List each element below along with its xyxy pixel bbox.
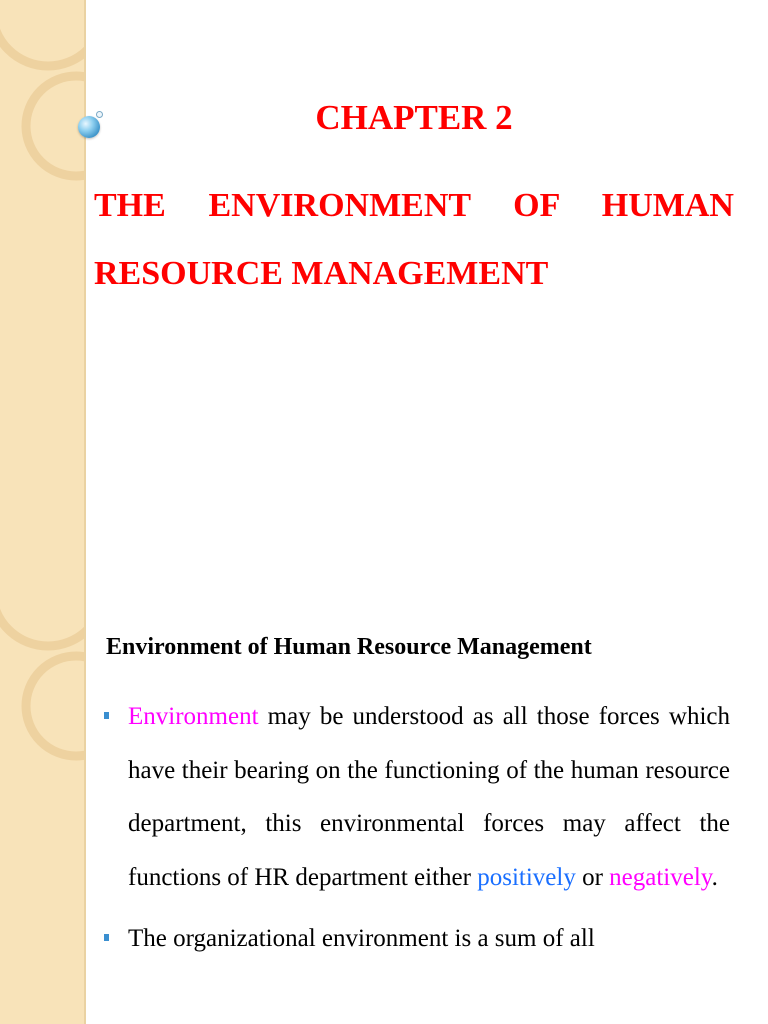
keyword-environment: Environment bbox=[128, 703, 259, 730]
chapter-heading: CHAPTER 2 bbox=[315, 98, 513, 137]
keyword-positively: positively bbox=[477, 863, 576, 891]
sidebar-circles-decoration bbox=[0, 580, 84, 1024]
section-heading: Environment of Human Resource Management bbox=[106, 634, 592, 660]
slide-2 bbox=[0, 580, 768, 1024]
chapter-title bbox=[94, 172, 734, 308]
bullet-text: The organizational environment is a sum of all bbox=[128, 925, 595, 952]
bullet-square-icon bbox=[104, 934, 109, 941]
keyword-negatively: negatively bbox=[609, 863, 712, 891]
bullet-square-icon bbox=[104, 712, 109, 719]
decorative-sidebar bbox=[0, 580, 86, 1024]
chapter-title-line-1: THE ENVIRONMENT OF HUMAN bbox=[94, 187, 734, 224]
decorative-sidebar bbox=[0, 0, 86, 580]
chapter-title-line-2: RESOURCE MANAGEMENT bbox=[94, 255, 549, 292]
bullet-text-end: . bbox=[711, 863, 718, 891]
bullet-text: may be understood as all those forces which have their bearing on the functioning of the human resource department, this environmental forces may affect the functions of HR department either bbox=[128, 703, 730, 891]
bullet-item bbox=[104, 690, 730, 904]
bullet-list bbox=[104, 690, 730, 974]
bullet-text-connector: or bbox=[575, 863, 610, 891]
sidebar-circles-decoration bbox=[0, 0, 84, 580]
bullet-item bbox=[104, 912, 730, 966]
